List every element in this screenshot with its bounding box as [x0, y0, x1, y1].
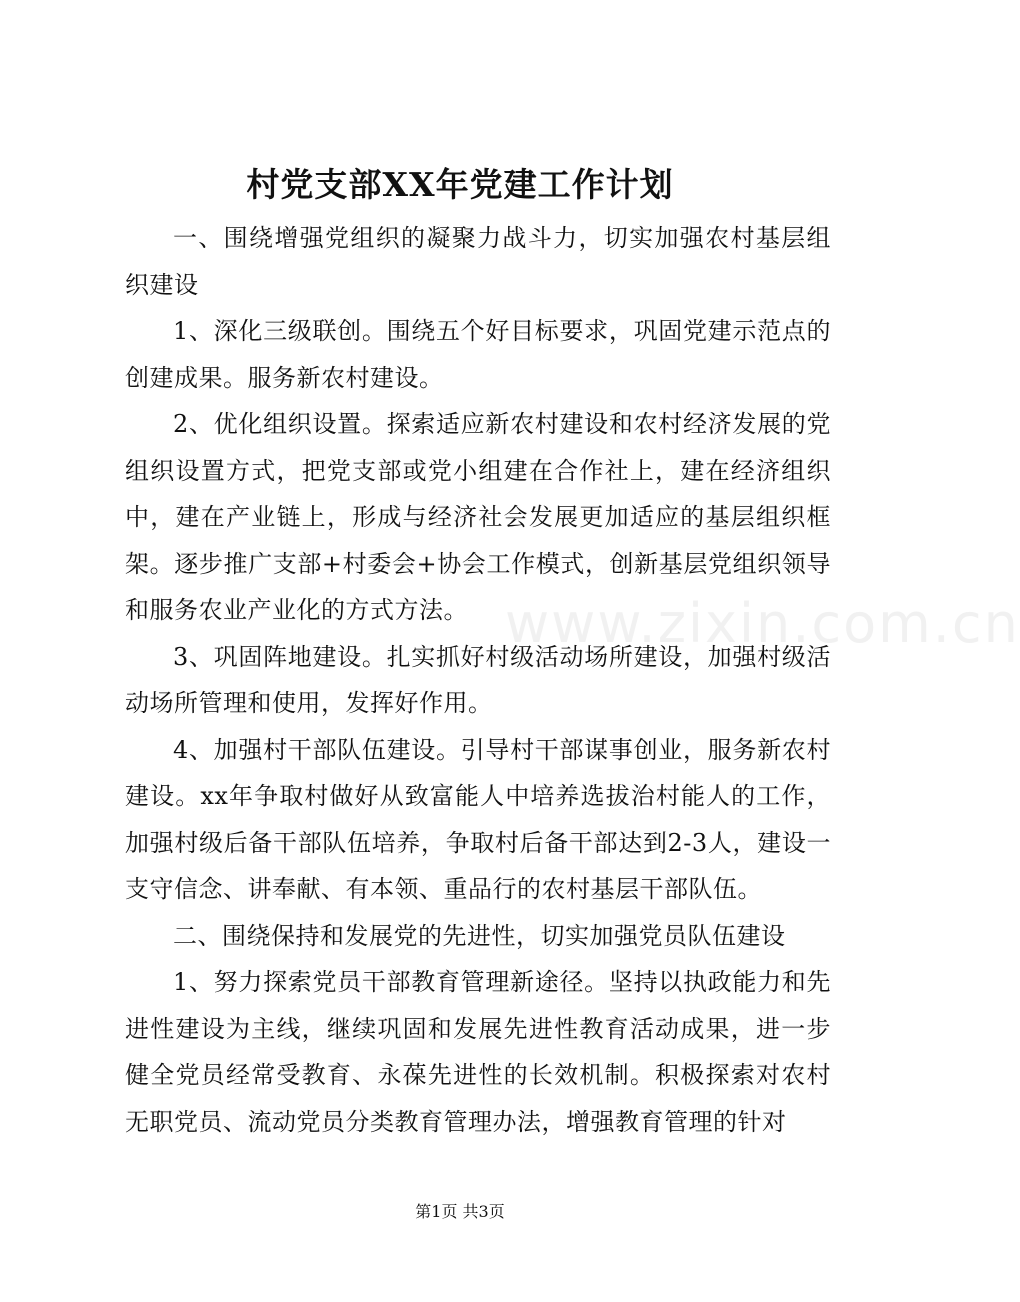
- paragraph-item-4: 4、加强村干部队伍建设。引导村干部谋事创业，服务新农村建设。xx年争取村做好从致富能人中培养选拔治村能人的工作，加强村级后备干部队伍培养，争取村后备干部达到2-3人，建设一支守信念、讲奉献、有本领、重品行的农村基层干部队伍。: [125, 735, 831, 903]
- document-body: [125, 215, 831, 1145]
- paragraph-section-2-item-1: 1、努力探索党员干部教育管理新途径。坚持以执政能力和先进性建设为主线，继续巩固和发展先进性教育活动成果，进一步健全党员经常受教育、永葆先进性的长效机制。积极探索对农村无职党员、流动党员分类教育管理办法，增强教育管理的针对: [125, 968, 831, 1136]
- paragraph-section-2-heading: 二、围绕保持和发展党的先进性，切实加强党员队伍建设: [173, 921, 786, 950]
- paragraph-item-3: 3、巩固阵地建设。扎实抓好村级活动场所建设，加强村级活动场所管理和使用，发挥好作用。: [125, 642, 831, 717]
- paragraph-item-1: 1、深化三级联创。围绕五个好目标要求，巩固党建示范点的创建成果。服务新农村建设。: [125, 317, 831, 392]
- document-title: 村党支部XX年党建工作计划: [246, 165, 674, 204]
- page-footer: 第1页 共3页: [415, 1202, 505, 1221]
- paragraph-item-2: 2、优化组织设置。探索适应新农村建设和农村经济发展的党组织设置方式，把党支部或党小组建在合作社上，建在经济组织中，建在产业链上，形成与经济社会发展更加适应的基层组织框架。逐步推广支部+村委会+协会工作模式，创新基层党组织领导和服务农业产业化的方式方法。: [125, 410, 831, 624]
- watermark: www.zixin.com.cn: [505, 592, 1020, 655]
- paragraph-section-1-heading: 一、围绕增强党组织的凝聚力战斗力，切实加强农村基层组织建设: [125, 224, 831, 299]
